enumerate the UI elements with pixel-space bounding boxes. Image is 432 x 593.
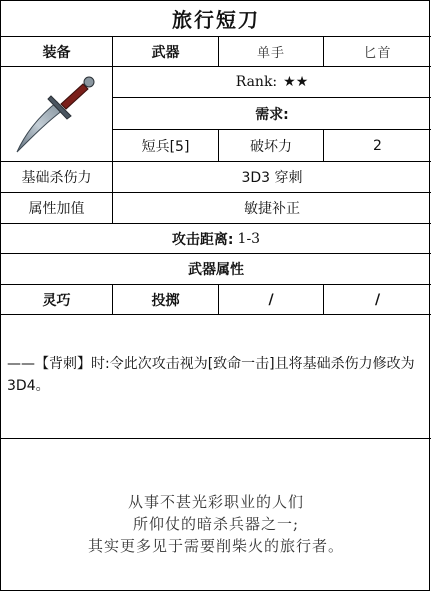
range-label: 攻击距离: [171,231,234,248]
equipment-label: 装备 [1,37,113,66]
trait-3: / [219,285,324,314]
base-damage-row [1,162,431,193]
attribute-bonus-value: 敏捷补正 [244,201,300,217]
weapon-traits-row [1,254,431,285]
category-value: 匕首 [363,46,392,61]
weapon-traits-label: 武器属性 [188,262,244,278]
rank-block [1,67,431,162]
requirement-value: 2 [373,138,382,154]
requirement-label: 需求: [113,98,431,130]
weapon-label: 武器 [113,37,219,66]
attribute-bonus-label: 属性加值 [1,193,113,223]
attribute-bonus-row [1,193,431,224]
dagger-icon [1,67,113,161]
flavor-line-1: 从事不甚光彩职业的人们 [127,493,304,511]
item-title: 旅行短刀 [172,8,260,32]
trait-1: 灵巧 [1,285,113,314]
rank-label: Rank: [235,74,278,90]
header-row [1,37,431,67]
requirement-skill: 短兵[5] [113,130,219,162]
trait-2: 投掷 [113,285,219,314]
flavor-section [1,439,431,590]
flavor-line-2: 所仰仗的暗杀兵器之一; [132,515,300,533]
traits-row [1,285,431,315]
rank-stars: ★★ [283,74,309,90]
requirement-stat: 破坏力 [219,130,324,162]
trait-4: / [374,291,381,308]
ability-section [1,315,431,439]
dagger-icon-graphic [11,72,103,156]
flavor-text [1,491,431,557]
range-line [1,224,431,253]
title-row [1,1,431,37]
handedness-value: 单手 [219,37,324,66]
range-row [1,224,431,254]
base-damage-value: 3D3 穿刺 [241,170,303,186]
base-damage-label: 基础杀伤力 [1,162,113,192]
flavor-line-3: 其实更多见于需要削柴火的旅行者。 [87,537,344,555]
rank-line [113,67,431,98]
ability-text: ——【背刺】时:令此次攻击视为[致命一击]且将基础杀伤力修改为3D4。 [7,356,415,394]
range-value: 1-3 [237,230,261,247]
